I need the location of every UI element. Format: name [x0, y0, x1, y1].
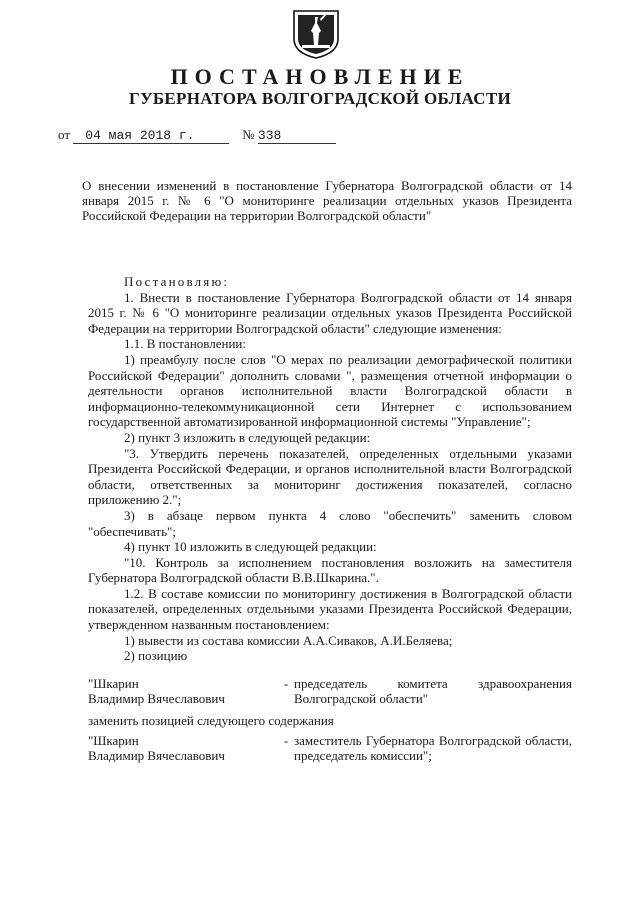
date-prefix: от: [58, 127, 71, 142]
document-date: 04 мая 2018 г.: [85, 128, 195, 143]
position-new-dash: -: [283, 732, 289, 748]
position-new-role: заместитель Губернатора Волгоградской области, председатель комиссии";: [294, 732, 572, 764]
body-paragraph: 1) преамбулу после слов "О мерах по реализации демографической политики Российской Федерации" дополнить словами ", размещения отчетной информации о деятельности органов исполнительной власти Волгоградской области в информационно-телекоммуникационной сети Интернет с использованием государственной автоматизированной информационной системы "Управление";: [88, 351, 572, 430]
body-paragraph: 4) пункт 10 изложить в следующей редакции:: [124, 539, 377, 555]
date-number-line: [58, 127, 336, 144]
position-old-row: [88, 676, 572, 707]
body-paragraph: 1) вывести из состава комиссии А.А.Сиваков, А.И.Беляева;: [124, 632, 453, 648]
body-paragraph: 1. Внести в постановление Губернатора Волгоградской области от 14 января 2015 г. № 6 "О мониторинге реализации отдельных указов Президента Российской Федерации на территории Волгоградской области" следующие изменения:: [88, 289, 572, 336]
body-lead: Постановляю:: [124, 274, 230, 289]
number-prefix: №: [242, 127, 255, 142]
document-number: 338: [257, 128, 282, 143]
document-subject: О внесении изменений в постановление Губернатора Волгоградской области от 14 января 2015 г. № 6 "О мониторинге реализации отдельных указов Президента Российской Федерации на территории Волгоградской области": [82, 178, 572, 223]
document-title: ПОСТАНОВЛЕНИЕ: [170, 64, 470, 89]
body-paragraph: 2) позицию: [124, 648, 188, 664]
document-subtitle: ГУБЕРНАТОРА ВОЛГОГРАДСКОЙ ОБЛАСТИ: [128, 89, 512, 108]
body-paragraph: 1.2. В составе комиссии по мониторингу достижения в Волгоградской области показателей, определенных отдельными указами Президента Российской Федерации, утвержденном названным постановлением:: [88, 585, 572, 633]
body-paragraph: 2) пункт 3 изложить в следующей редакции:: [124, 429, 371, 445]
position-new-name: "Шкарин Владимир Вячеславович: [88, 732, 225, 764]
body-paragraph: "10. Контроль за исполнением постановления возложить на заместителя Губернатора Волгоградской области В.В.Шкарина.".: [88, 554, 572, 586]
document-body: [88, 274, 572, 764]
position-new-row: [88, 733, 572, 764]
position-old-role: председатель комитета здравоохранения Волгоградской области": [294, 675, 572, 707]
body-paragraph: "3. Утвердить перечень показателей, определенных отдельными указами Президента Российской Федерации, и органов исполнительной власти Волгоградской области, ответственных за мониторинг достижения показателей, согласно приложению 2.";: [88, 445, 572, 508]
body-paragraph: 1.1. В постановлении:: [124, 336, 246, 352]
coat-of-arms-emblem: [292, 9, 340, 59]
replace-text: заменить позицией следующего содержания: [88, 713, 334, 729]
position-old-dash: -: [283, 675, 289, 691]
body-paragraph: 3) в абзаце первом пункта 4 слово "обеспечить" заменить словом "обеспечивать";: [88, 507, 572, 539]
position-old-name: "Шкарин Владимир Вячеславович: [88, 675, 225, 707]
